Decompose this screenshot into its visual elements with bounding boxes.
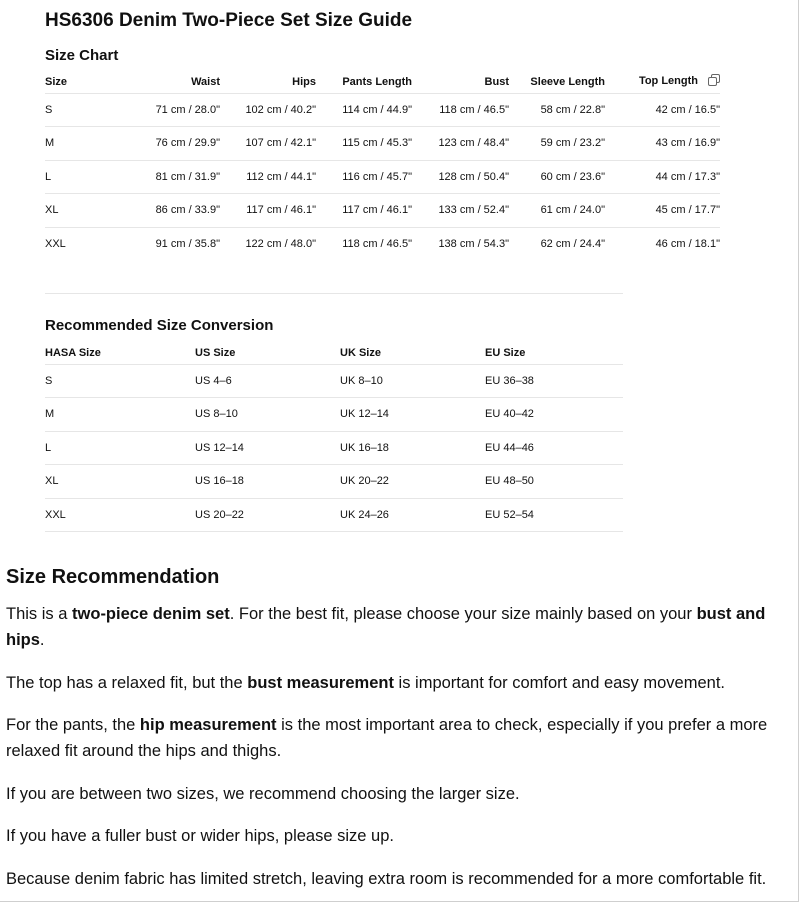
size-conversion-table <box>45 342 623 532</box>
recommendation-paragraph <box>6 601 791 653</box>
bold-text: two-piece denim set <box>72 605 230 623</box>
recommendation-title: Size Recommendation <box>6 566 220 588</box>
recommendation-paragraph: If you are between two sizes, we recommend choosing the larger size. <box>6 785 520 803</box>
recommendation-paragraph <box>6 670 791 696</box>
table-cell: XL <box>45 465 195 499</box>
header-us-size: US Size <box>195 346 236 359</box>
table-cell: 59 cm / 23.2" <box>509 127 605 161</box>
table-cell: US 20–22 <box>195 498 340 532</box>
size-chart-title: Size Chart <box>45 47 119 64</box>
table-cell: UK 16–18 <box>340 431 485 465</box>
table-cell: UK 8–10 <box>340 364 485 398</box>
table-cell: S <box>45 364 195 398</box>
table-cell: 86 cm / 33.9" <box>120 194 220 228</box>
size-chart-table <box>45 71 720 261</box>
table-row <box>45 465 623 499</box>
table-cell: 116 cm / 45.7" <box>316 160 412 194</box>
text-span: . For the best fit, please choose your size mainly based on your <box>229 605 697 623</box>
header-hasa-size: HASA Size <box>45 346 101 359</box>
table-cell: 114 cm / 44.9" <box>316 93 412 127</box>
text-span: . <box>39 631 45 649</box>
table-row <box>45 160 720 194</box>
table-cell: US 12–14 <box>195 431 340 465</box>
text-span: is the most important area to check, especially if you prefer a more relaxed fit around the hips and thighs. <box>6 716 768 760</box>
table-cell: UK 24–26 <box>340 498 485 532</box>
header-bust: Bust <box>484 75 509 88</box>
table-cell: 133 cm / 52.4" <box>412 194 509 228</box>
header-sleeve-length: Sleeve Length <box>530 75 605 88</box>
header-top-length-label: Top Length <box>638 75 698 88</box>
table-cell: S <box>45 93 120 127</box>
table-cell: XXL <box>45 227 120 261</box>
table-cell: 117 cm / 46.1" <box>220 194 316 228</box>
recommendation-paragraph: Because denim fabric has limited stretch, leaving extra room is recommended for a more comfortable fit. <box>6 870 767 888</box>
table-cell: 61 cm / 24.0" <box>509 194 605 228</box>
table-cell: EU 44–46 <box>485 431 623 465</box>
table-cell: 43 cm / 16.9" <box>605 127 720 161</box>
table-cell: M <box>45 398 195 432</box>
table-cell: US 8–10 <box>195 398 340 432</box>
table-cell: 91 cm / 35.8" <box>120 227 220 261</box>
table-cell: 44 cm / 17.3" <box>605 160 720 194</box>
table-cell: L <box>45 431 195 465</box>
table-row <box>45 431 623 465</box>
table-cell: 42 cm / 16.5" <box>605 93 720 127</box>
table-row <box>45 194 720 228</box>
header-eu-size: EU Size <box>485 346 526 359</box>
table-cell: 118 cm / 46.5" <box>316 227 412 261</box>
table-cell: 123 cm / 48.4" <box>412 127 509 161</box>
table-cell: 138 cm / 54.3" <box>412 227 509 261</box>
table-cell: 76 cm / 29.9" <box>120 127 220 161</box>
conversion-header-row <box>45 342 623 364</box>
table-cell: 112 cm / 44.1" <box>220 160 316 194</box>
table-cell: 58 cm / 22.8" <box>509 93 605 127</box>
table-cell: 60 cm / 23.6" <box>509 160 605 194</box>
table-row <box>45 227 720 261</box>
table-cell: 122 cm / 48.0" <box>220 227 316 261</box>
table-cell: EU 40–42 <box>485 398 623 432</box>
recommendation-paragraph <box>6 712 791 764</box>
header-pants-length: Pants Length <box>342 75 412 88</box>
text-span: This is a <box>6 605 73 623</box>
table-cell: UK 12–14 <box>340 398 485 432</box>
conversion-title: Recommended Size Conversion <box>45 317 274 334</box>
table-cell: EU 36–38 <box>485 364 623 398</box>
table-cell: XL <box>45 194 120 228</box>
table-cell: 102 cm / 40.2" <box>220 93 316 127</box>
table-cell: 107 cm / 42.1" <box>220 127 316 161</box>
section-divider <box>45 293 623 294</box>
table-cell: 128 cm / 50.4" <box>412 160 509 194</box>
header-hips: Hips <box>292 75 316 88</box>
table-cell: 46 cm / 18.1" <box>605 227 720 261</box>
table-row <box>45 364 623 398</box>
table-cell: 117 cm / 46.1" <box>316 194 412 228</box>
table-cell: 81 cm / 31.9" <box>120 160 220 194</box>
text-span: The top has a relaxed fit, but the <box>6 674 248 692</box>
table-cell: L <box>45 160 120 194</box>
table-cell: 71 cm / 28.0" <box>120 93 220 127</box>
text-span: For the pants, the <box>6 716 140 734</box>
table-cell: XXL <box>45 498 195 532</box>
size-chart-header-row <box>45 71 720 93</box>
table-row <box>45 498 623 532</box>
header-top-length <box>605 71 720 93</box>
table-row <box>45 93 720 127</box>
bold-text: bust measurement <box>247 674 394 692</box>
copy-icon[interactable] <box>708 74 720 89</box>
bold-text: bust and hips <box>6 605 766 649</box>
recommendation-paragraph: If you have a fuller bust or wider hips, please size up. <box>6 827 394 845</box>
table-cell: 62 cm / 24.4" <box>509 227 605 261</box>
text-span: is important for comfort and easy movement. <box>393 674 726 692</box>
table-cell: EU 48–50 <box>485 465 623 499</box>
table-cell: M <box>45 127 120 161</box>
table-cell: 45 cm / 17.7" <box>605 194 720 228</box>
bold-text: hip measurement <box>139 716 277 734</box>
table-cell: US 16–18 <box>195 465 340 499</box>
header-waist: Waist <box>191 75 220 88</box>
table-row <box>45 398 623 432</box>
page-title: HS6306 Denim Two-Piece Set Size Guide <box>45 10 413 31</box>
table-row <box>45 127 720 161</box>
table-cell: EU 52–54 <box>485 498 623 532</box>
header-size: Size <box>45 75 68 88</box>
table-cell: UK 20–22 <box>340 465 485 499</box>
header-uk-size: UK Size <box>340 346 381 359</box>
table-cell: 115 cm / 45.3" <box>316 127 412 161</box>
table-cell: 118 cm / 46.5" <box>412 93 509 127</box>
table-cell: US 4–6 <box>195 364 340 398</box>
